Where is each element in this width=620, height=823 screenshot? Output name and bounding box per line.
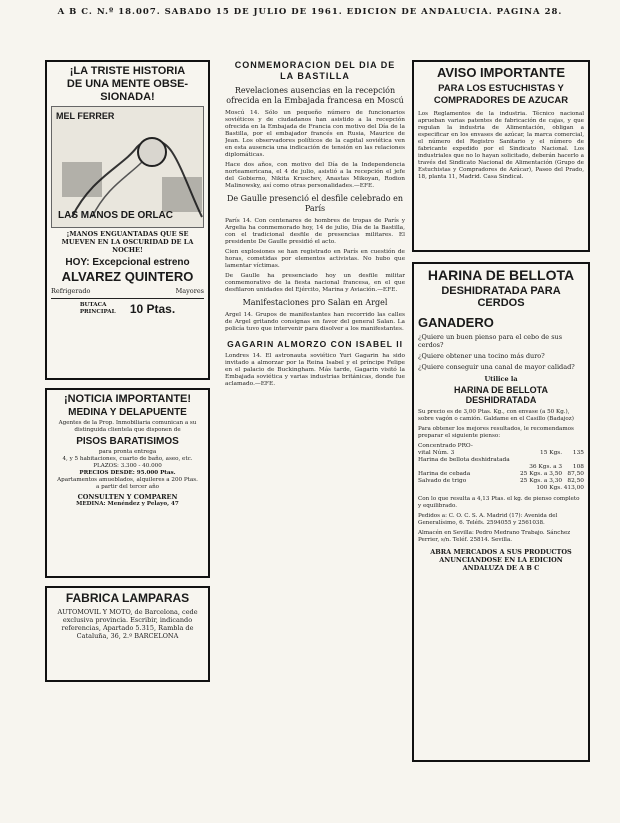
noticia-p4: Apartamentos amueblados, alquileres a 200 Ptas. — [57, 477, 198, 483]
harina-ad — [412, 262, 590, 762]
recipe-cell — [418, 464, 517, 471]
fabrica-title: FABRICA LAMPARAS — [65, 591, 190, 605]
recipe-cell: vital Núm. 3 — [418, 450, 455, 456]
recipe-cell: 413,00 — [563, 485, 584, 491]
harina-title: HARINA DE BELLOTA — [427, 267, 575, 283]
film-title: LAS MANOS DE ORLAC — [58, 210, 173, 221]
moscow-subhead: Revelaciones ausencias en la recepción ofrecida en la Embajada francesa en Moscú — [226, 86, 404, 105]
noticia-subtitle: MEDINA Y DELAPUENTE — [68, 407, 187, 418]
recipe-row — [418, 457, 584, 464]
fabrica-body: AUTOMOVIL Y MOTO, de Barcelona, cede exclusiva provincia. Escribir, indicando referencias, Apartado 5.315, Rambla de Cataluña, 36, 2.º BARCELONA — [57, 608, 198, 640]
recipe-cell: 100 Kgs. — [536, 485, 563, 491]
aviso-title: AVISO IMPORTANTE — [436, 65, 566, 80]
bastille-headline: CONMEMORACION DEL DIA DE LA BASTILLA — [234, 60, 396, 81]
note-left: Refrigerado — [51, 287, 91, 295]
page-header: A B C. N.º 18.007. SABADO 15 DE JULIO DE 1961. EDICION DE ANDALUCIA. PAGINA 28. — [57, 7, 563, 17]
recipe-row — [418, 478, 584, 485]
ganadero-heading: GANADERO — [418, 315, 494, 330]
price-row — [51, 302, 204, 316]
recipe-cell: Harina de bellota deshidratada — [418, 457, 510, 463]
movie-notes — [51, 287, 204, 295]
recipe-cell: Concentrado PRO- — [418, 443, 473, 449]
question-3: ¿Quiere conseguir una canal de mayor calidad? — [418, 363, 575, 371]
hands-illustration — [52, 107, 204, 227]
recipe-row — [418, 443, 584, 450]
noticia-highlight: PISOS BARATISIMOS — [76, 436, 179, 447]
actor-name: MEL FERRER — [56, 111, 115, 121]
argel-paragraph: Argel 14. Grupos de manifestantes han recorrido las calles de Argel gritando consignas en favor del general Salan. La policía tuvo que intervenir para disolver a los manifestantes. — [225, 312, 405, 332]
price-label: BUTACA PRINCIPAL — [79, 302, 116, 315]
recipe-cell: 25 Kgs. a 3,30 — [519, 478, 563, 484]
recipe-cell — [517, 443, 562, 450]
footer-3: Almacén en Sevilla: Pedro Medrano Trabajo. Sánchez Perrier, s/n. Teléf. 25814. Sevilla. — [418, 530, 571, 543]
recipe-cell: Harina de cebada — [418, 471, 471, 477]
recipe-cell — [517, 457, 562, 464]
movie-ad — [45, 60, 210, 380]
noticia-p5: a partir del tercer año — [95, 484, 160, 490]
noticia-ad — [45, 388, 210, 578]
harina-subtitle: DESHIDRATADA PARA CERDOS — [441, 285, 561, 309]
question-2: ¿Quiere obtener una tocino más duro? — [418, 352, 545, 360]
recipe-cell: 87,50 — [567, 471, 584, 477]
aviso-ad — [412, 60, 590, 252]
noticia-address: MEDINA: Menéndez y Pelayo, 47 — [76, 501, 179, 507]
recipe-cell: 135 — [572, 450, 584, 456]
recipe-row — [418, 450, 584, 457]
paris-paragraph-2: Cien explosiones se han registrado en París en cuestión de horas, cometidas por elementos activistas. No hubo que lamentar víctimas. — [225, 249, 405, 269]
noticia-intro: Agentes de la Prop. Inmobiliaria comunican a su distinguida clientela que disponen de — [58, 420, 197, 433]
recipe-intro: Para obtener los mejores resultados, le recomendamos preparar el siguiente pienso: — [418, 426, 574, 439]
utilice-label: Utilice la — [484, 375, 518, 383]
movie-illustration — [51, 106, 204, 228]
recipe-cell — [562, 443, 584, 450]
noticia-p1: para pronta entrega — [98, 449, 157, 455]
noticia-consult: CONSULTEN Y COMPAREN — [77, 493, 178, 501]
recipe-row — [418, 485, 584, 492]
movie-headline: ¡LA TRISTE HISTORIA DE UNA MENTE OBSE- SIONADA! — [66, 65, 189, 103]
recipe-cell: 82,50 — [567, 478, 584, 484]
moscow-paragraph-1: Moscú 14. Sólo un pequeño número de funcionarios soviéticos y de ciudadanos han asistido a la recepción ofrecida en la Embajada de Francia con motivo del Día de la Bastilla, por el embajador francés en Rusia, Maurice de Jean. Los observadores políticos de la capital soviética ven en esta ausencia una indicación de tensión en las relaciones diplomáticas. — [225, 110, 405, 158]
footer-4: ABRA MERCADOS A SUS PRODUCTOS ANUNCIANDOSE EN LA EDICION ANDALUZA DE A B C — [430, 548, 572, 572]
gagarin-paragraph: Londres 14. El astronauta soviético Yuri Gagarin ha sido invitado a almorzar por la Reina Isabel y el príncipe Felipe en el palacio de Buckingham. Más tarde, Gagarin visitó la Embajada soviética y varias industrias británicas, donde fue aclamado.—EFE. — [225, 353, 405, 387]
moscow-paragraph-2: Hace dos años, con motivo del Día de la Independencia norteamericana, el 4 de julio, asistió a la recepción el jefe del Gobierno, Nikita Kruschev, Anastas Mikoyan, Rodion Malinowsky, así como otras personalidades.—EFE. — [225, 162, 405, 189]
recipe-cell — [562, 457, 584, 464]
recipe-cell — [418, 485, 517, 492]
footer-2: Pedidos a: C. O. C. S. A. Madrid (17): Avenida del Generalísimo, 6. Teléfs. 2594055 y 2561038. — [418, 513, 558, 526]
movie-tagline: ¡MANOS ENGUANTADAS QUE SE MUEVEN EN LA OSCURIDAD DE LA NOCHE! — [61, 230, 194, 254]
theater-name: ALVAREZ QUINTERO — [61, 269, 194, 284]
note-right: Mayores — [175, 287, 204, 295]
degaulle-subhead: De Gaulle presenció el desfile celebrado en París — [226, 194, 404, 213]
aviso-body: Los Reglamentos de la industria. Técnico nacional aprueban varias patentes de fabricación de cajas, y que regulan la industria de Alimentación, obligan a especificar en los envases de azúcar, la marca comercial, el número del Registro Sanitario y el número de fabricante expedido por el Sindicato Nacional. Los industriales que no lo hayan solicitado, deberán hacerlo a través del Sindicato Nacional de Alimentación (Grupo de Estuchistas y Compradores de Azúcar), Paseo del Prado, 18, planta 11, Madrid. Casa Sindical. — [418, 111, 584, 180]
recipe-cell: Salvado de trigo — [418, 478, 467, 484]
noticia-p3: PRECIOS DESDE: 95.000 Ptas. — [79, 470, 176, 476]
recipe-table — [418, 443, 584, 492]
recipe-cell: 36 Kgs. a 3 — [529, 464, 563, 470]
recipe-row — [418, 471, 584, 478]
recipe-cell: 15 Kgs. — [540, 450, 563, 456]
noticia-title: ¡NOTICIA IMPORTANTE! — [63, 393, 192, 405]
paris-paragraph-3: De Gaulle ha presenciado hoy un desfile militar conmemorativo de la fiesta nacional francesa, en el que desfilaron unidades del Ejército, Marina y Aviación.—EFE. — [225, 273, 405, 293]
product-name: HARINA DE BELLOTA DESHIDRATADA — [454, 385, 548, 405]
footer-1: Con lo que resulta a 4,13 Ptas. el kg. de pienso completo y equilibrado. — [418, 496, 580, 509]
recipe-cell: 25 Kgs. a 3,50 — [519, 471, 563, 477]
price-line: Su precio es de 3,00 Ptas. Kg., con envase (a 50 Kg.), sobre vagón o camión. Galdame en el Casillo (Badajoz) — [418, 409, 574, 422]
right-column — [412, 60, 590, 762]
paris-paragraph-1: París 14. Con centenares de hombres de tropas de París y Argelia ha conmemorado hoy, 14 de julio, Día de la Bastilla, con el tradicional desfile de presencias militares. El presidente De Gaulle presidió el acto. — [225, 218, 405, 245]
divider — [51, 298, 204, 299]
salan-subhead: Manifestaciones pro Salan en Argel — [242, 298, 388, 307]
middle-column — [225, 60, 405, 810]
noticia-p2: 4, y 5 habitaciones, cuarto de baño, aseo, etc. PLAZOS: 3.300 - 40.000 — [62, 456, 193, 469]
gagarin-headline: GAGARIN ALMORZO CON ISABEL II — [227, 339, 403, 349]
recipe-row — [418, 464, 584, 471]
price-value: 10 Ptas. — [129, 302, 176, 316]
recipe-cell: 108 — [572, 464, 584, 470]
aviso-subtitle: PARA LOS ESTUCHISTAS Y COMPRADORES DE AZUCAR — [433, 83, 569, 106]
fabrica-ad — [45, 586, 210, 682]
question-1: ¿Quiere un buen pienso para el cebo de sus cerdos? — [418, 333, 563, 349]
left-column — [45, 60, 210, 682]
movie-premiere: HOY: Excepcional estreno — [65, 257, 190, 268]
